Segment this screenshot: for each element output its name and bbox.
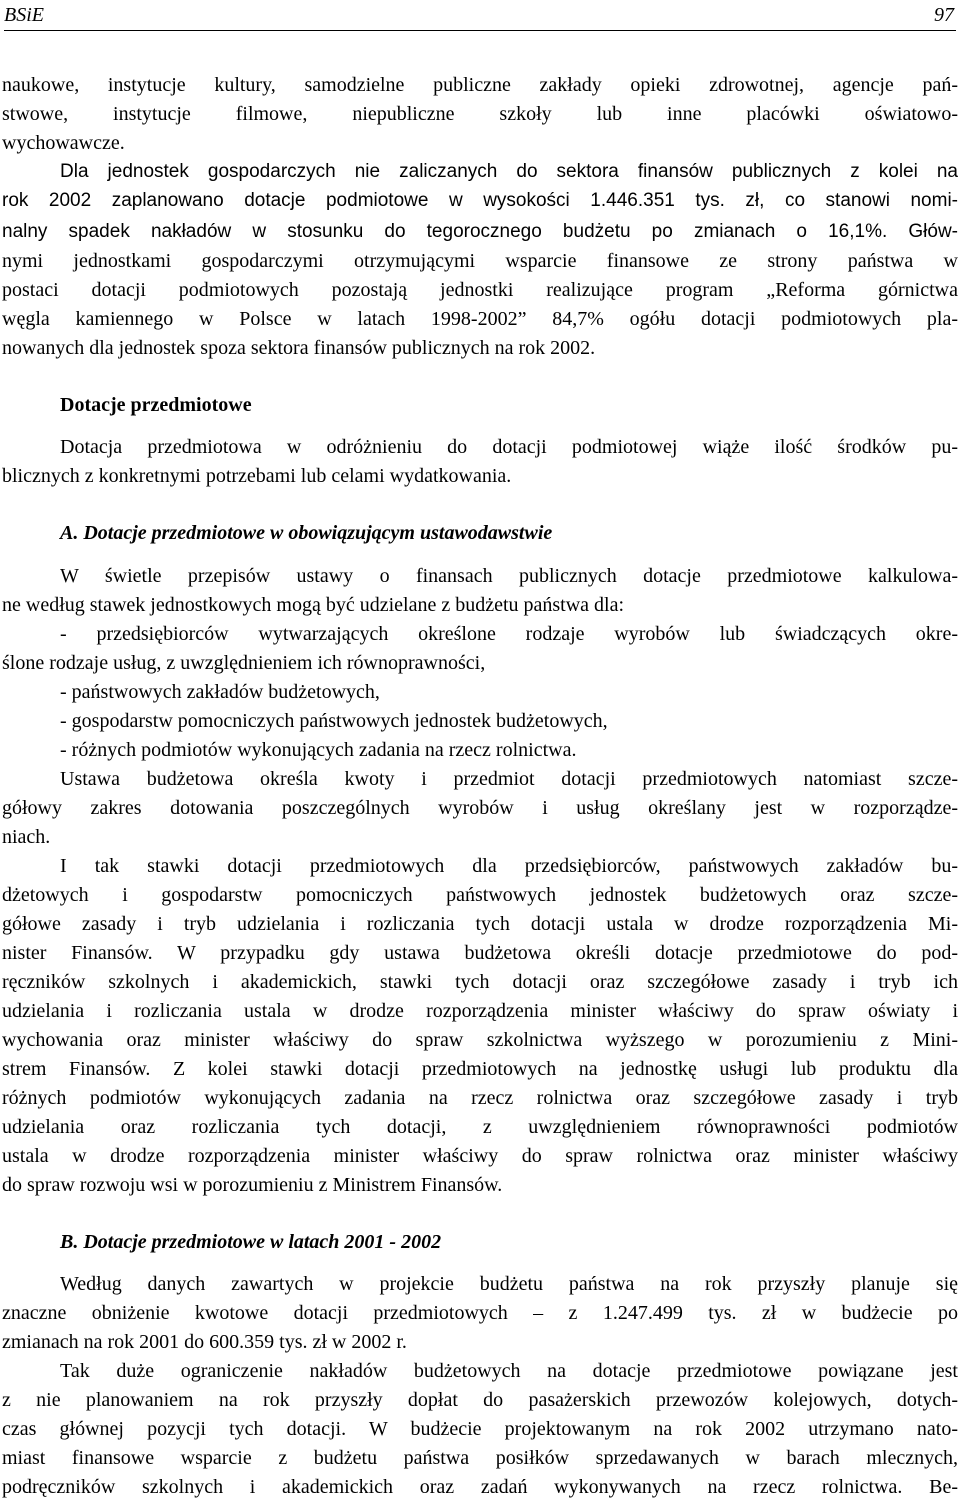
text-line: Dotacja przedmiotowa w odróżnieniu do dotacji podmiotowej wiąże ilość środków pu- xyxy=(60,436,958,458)
list-item: - gospodarstw pomocniczych państwowych jednostek budżetowych, xyxy=(60,710,608,732)
text-line: nowanych dla jednostek spoza sektora finansów publicznych na rok 2002. xyxy=(2,337,596,359)
text-line: nalny spadek nakładów w stosunku do tegorocznego budżetu po zmianach o 16,1%. Głów- xyxy=(2,221,958,242)
text-line: W świetle przepisów ustawy o finansach publicznych dotacje przedmiotowe kalkulowa- xyxy=(60,565,958,587)
text-line: postaci dotacji podmiotowych pozostają jednostki realizujące program „Reforma górnictwa xyxy=(2,279,958,301)
text-line: zmianach na rok 2001 do 600.359 tys. zł w 2002 r. xyxy=(2,1331,407,1353)
text-line: Ustawa budżetowa określa kwoty i przedmiot dotacji przedmiotowych natomiast szcze- xyxy=(60,768,958,790)
text-line: naukowe, instytucje kultury, samodzielne publiczne zakłady opieki zdrowotnej, agencje pań- xyxy=(2,74,958,96)
text-line: I tak stawki dotacji przedmiotowych dla przedsiębiorców, państwowych zakładów bu- xyxy=(60,855,958,877)
text-line: czas głównej pozycji tych dotacji. W budżecie projektowanym na rok 2002 utrzymano nato- xyxy=(2,1418,958,1440)
text-line: węgla kamiennego w Polsce w latach 1998-2002” 84,7% ogółu dotacji podmiotowych pla- xyxy=(2,308,958,330)
section-heading: Dotacje przedmiotowe xyxy=(60,394,252,416)
text-line: do spraw rozwoju wsi w porozumieniu z Ministrem Finansów. xyxy=(2,1174,503,1196)
text-line: gółowe zasady i tryb udzielania i rozliczania tych dotacji ustala w drodze rozporządzenia Mi- xyxy=(2,913,958,935)
journal-name: BSiE xyxy=(4,4,44,26)
text-line: różnych podmiotów wykonujących zadania na rzecz rolnictwa oraz szczegółowe zasady i tryb xyxy=(2,1087,958,1109)
text-line: blicznych z konkretnymi potrzebami lub celami wydatkowania. xyxy=(2,465,512,487)
list-item: - państwowych zakładów budżetowych, xyxy=(60,681,380,703)
text-line: udzielania i rozliczania ustala w drodze rozporządzenia minister właściwy do spraw oświaty i xyxy=(2,1000,958,1022)
text-line: gółowy zakres dotowania poszczególnych wyrobów i usług określany jest w rozporządze- xyxy=(2,797,958,819)
text-line: Według danych zawartych w projekcie budżetu państwa na rok przyszły planuje się xyxy=(60,1273,958,1295)
text-line: wychowania oraz minister właściwy do spraw szkolnictwa wyższego w porozumieniu z Mini- xyxy=(2,1029,958,1051)
text-line: ręczników szkolnych i akademickich, stawki tych dotacji oraz szczegółowe zasady i tryb ich xyxy=(2,971,958,993)
subsection-heading-b: B. Dotacje przedmiotowe w latach 2001 - 2002 xyxy=(60,1231,442,1253)
text-line: udzielania oraz rozliczania tych dotacji, z uwzględnieniem równoprawności podmiotów xyxy=(2,1116,958,1138)
text-line: podręczników szkolnych i akademickich oraz zadań wykonywanych na rzecz rolnictwa. Be- xyxy=(2,1476,958,1498)
text-line: nister Finansów. W przypadku gdy ustawa budżetowa określi dotacje przedmiotowe do pod- xyxy=(2,942,958,964)
text-line: dżetowych i gospodarstw pomocniczych państwowych jednostek budżetowych oraz szcze- xyxy=(2,884,958,906)
text-line: rok 2002 zaplanowano dotacje podmiotowe w wysokości 1.446.351 tys. zł, co stanowi nomi- xyxy=(2,190,958,211)
text-line: ne według stawek jednostkowych mogą być udzielane z budżetu państwa dla: xyxy=(2,594,625,616)
text-line: Dla jednostek gospodarczych nie zaliczanych do sektora finansów publicznych z kolei na xyxy=(60,161,958,182)
text-line: nymi jednostkami gospodarczymi otrzymującymi wsparcie finansowe ze strony państwa w xyxy=(2,250,958,272)
text-line: z nie planowaniem na rok przyszły dopłat do pasażerskich przewozów kolejowych, dotych- xyxy=(2,1389,958,1411)
text-line: strem Finansów. Z kolei stawki dotacji przedmiotowych na jednostkę usługi lub produktu dla xyxy=(2,1058,958,1080)
text-line: niach. xyxy=(2,826,51,848)
page-header xyxy=(4,0,956,31)
list-item: - przedsiębiorców wytwarzających określone rodzaje wyrobów lub świadczących okre- xyxy=(60,623,958,645)
text-line: wychowawcze. xyxy=(2,132,125,154)
text-line: Tak duże ograniczenie nakładów budżetowych na dotacje przedmiotowe powiązane jest xyxy=(60,1360,958,1382)
text-line: ślone rodzaje usług, z uwzględnieniem ich równoprawności, xyxy=(2,652,486,674)
text-line: miast finansowe wsparcie z budżetu państwa posiłków sprzedawanych w barach mlecznych, xyxy=(2,1447,958,1469)
text-line: znaczne obniżenie kwotowe dotacji przedmiotowych – z 1.247.499 tys. zł w budżecie po xyxy=(2,1302,958,1324)
text-line: stwowe, instytucje filmowe, niepubliczne szkoły lub inne placówki oświatowo- xyxy=(2,103,958,125)
subsection-heading-a: A. Dotacje przedmiotowe w obowiązującym ustawodawstwie xyxy=(60,522,553,544)
list-item: - różnych podmiotów wykonujących zadania na rzecz rolnictwa. xyxy=(60,739,577,761)
page-number: 97 xyxy=(934,4,954,26)
text-line: ustala w drodze rozporządzenia minister właściwy do spraw rolnictwa oraz minister właściwy xyxy=(2,1145,958,1167)
